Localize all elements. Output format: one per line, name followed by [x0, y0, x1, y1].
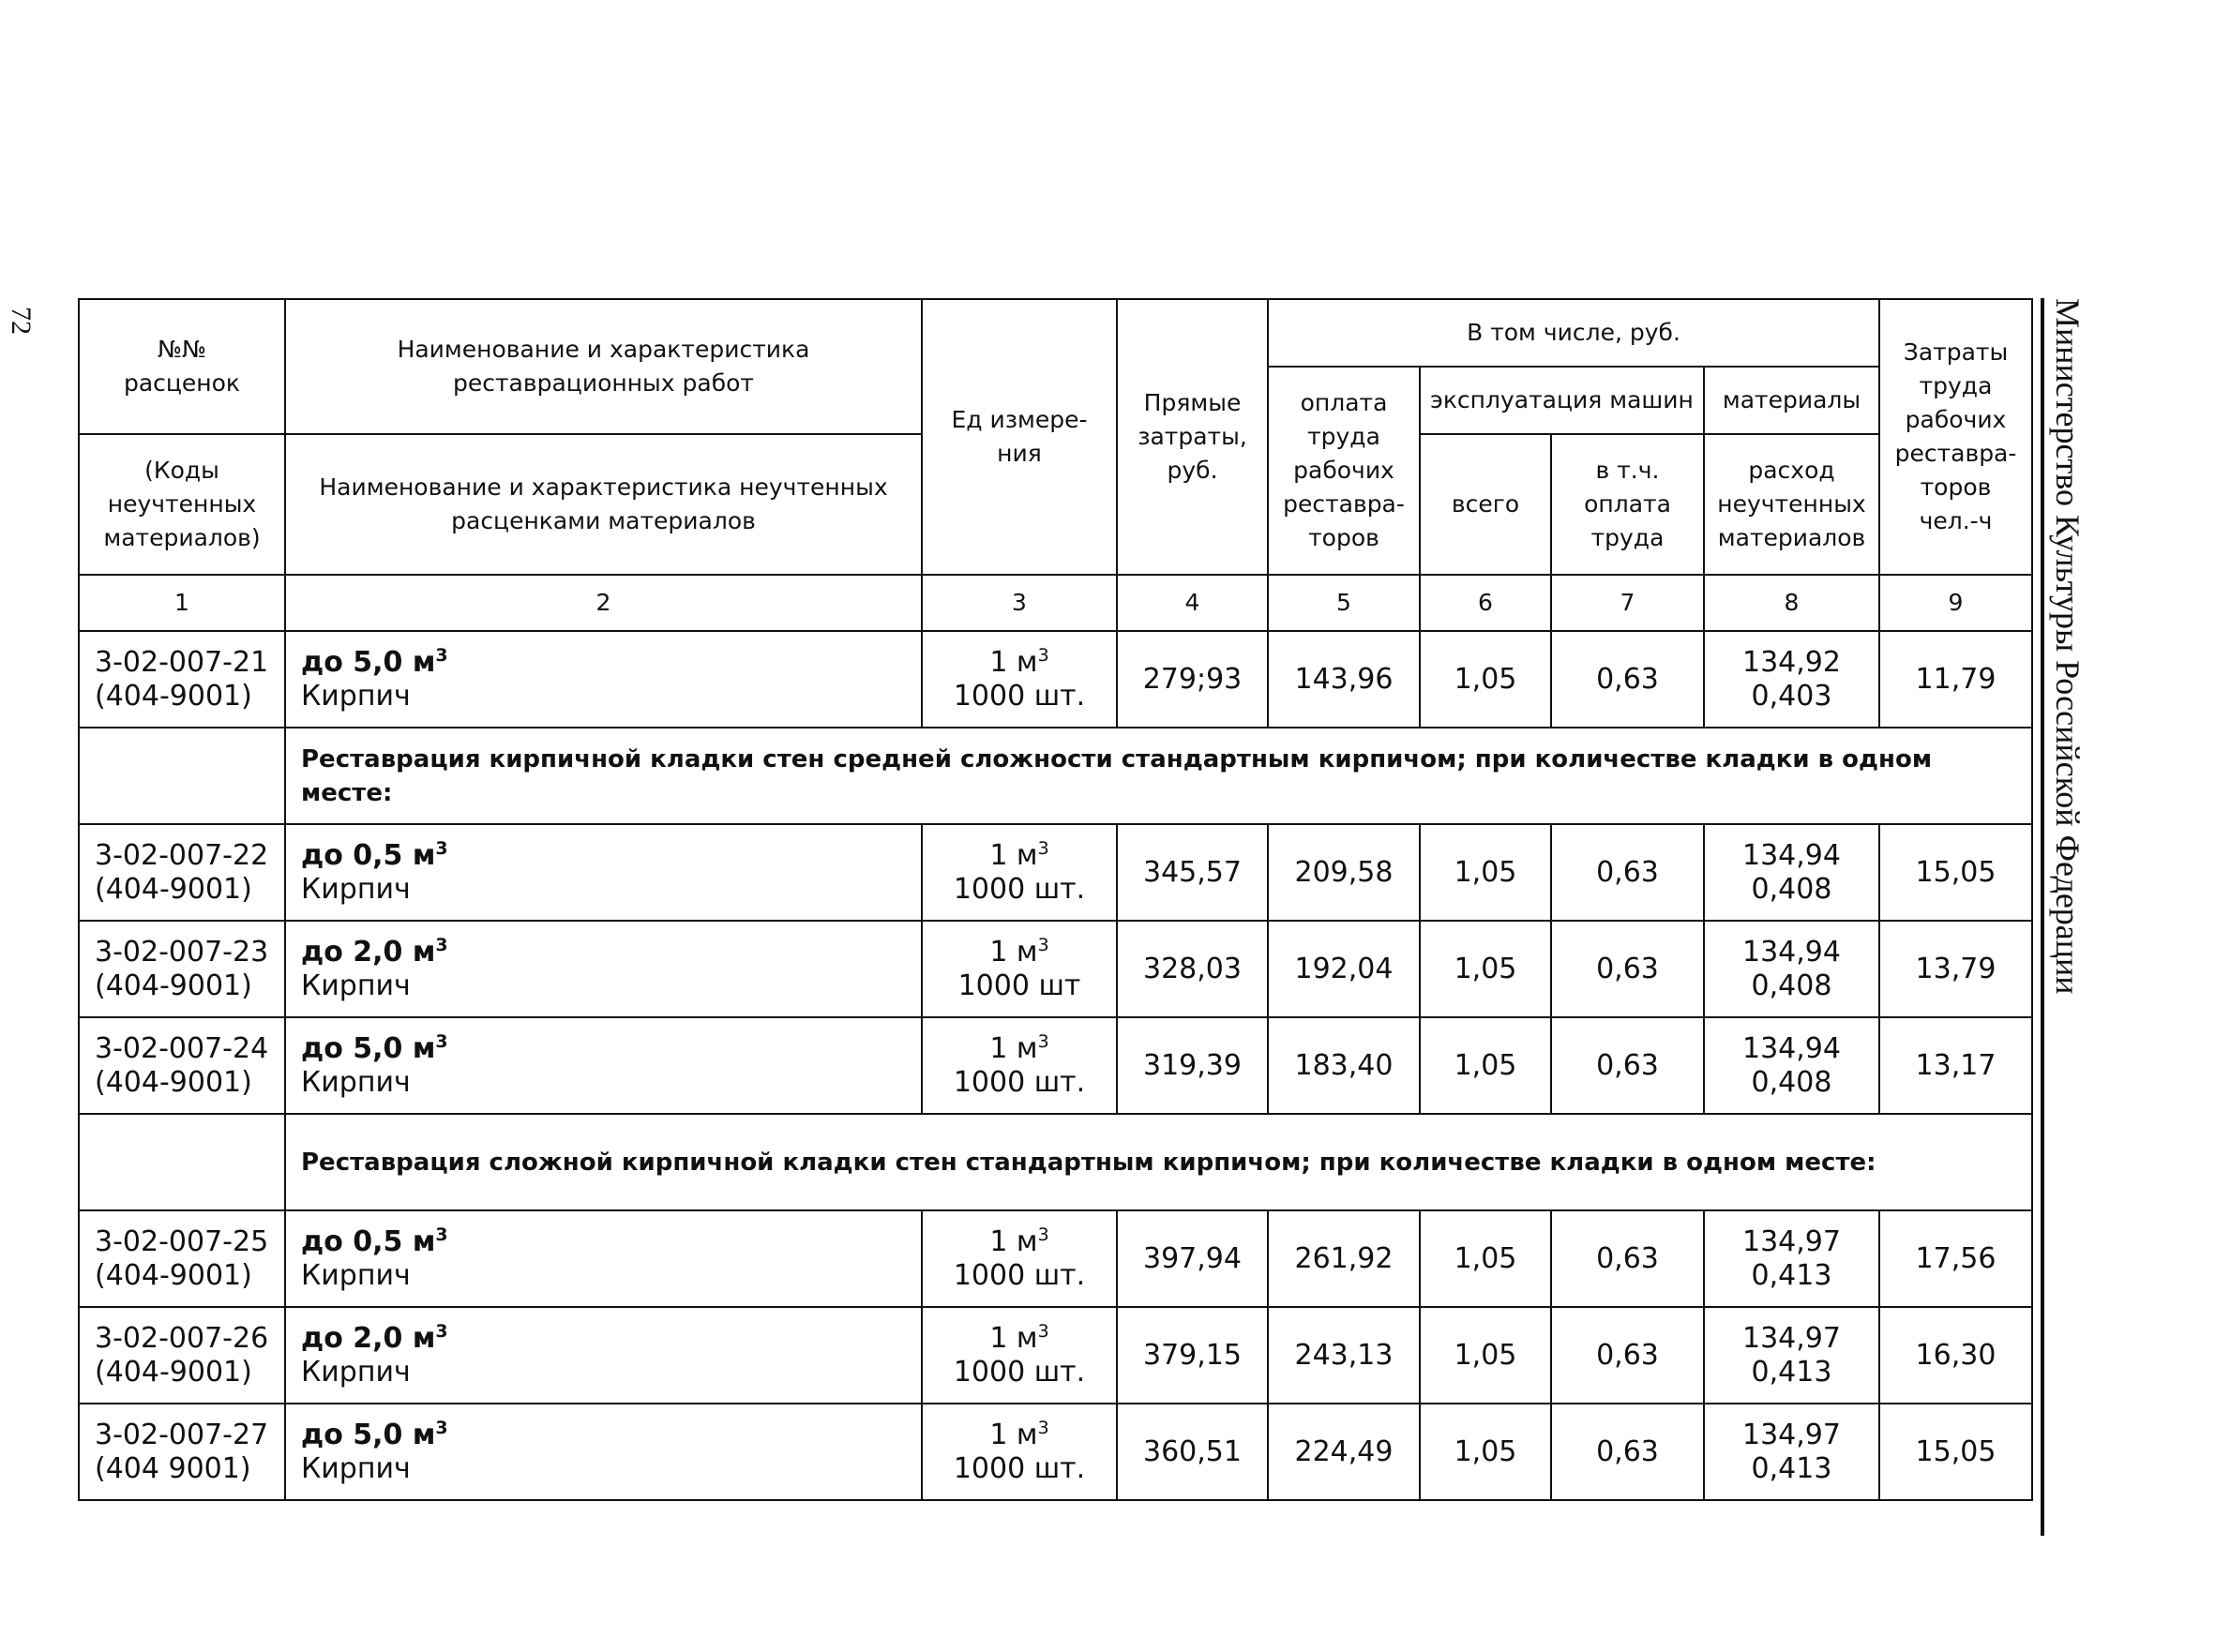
material-name: Кирпич: [301, 872, 411, 906]
material-code: (404-9001): [95, 1258, 252, 1292]
material-unit: 1000 шт.: [953, 872, 1086, 906]
section-title: Реставрация кирпичной кладки стен средней сложности стандартным кирпичом; при количестве кладки в одном месте:: [285, 728, 2032, 824]
superscript: 3: [435, 1417, 448, 1438]
rate-code: 3-02-007-23: [95, 935, 269, 969]
labor-pay: 209,58: [1268, 824, 1420, 921]
labor-pay: 183,40: [1268, 1017, 1420, 1114]
superscript: 3: [435, 1224, 448, 1245]
superscript: 3: [435, 837, 448, 859]
table-row: [79, 1210, 2032, 1307]
column-number: 1: [79, 575, 285, 631]
work-name-cell: [285, 631, 922, 728]
machines-total: 1,05: [1420, 1210, 1551, 1307]
rate-code: 3-02-007-26: [95, 1321, 269, 1355]
machines-labor: 0,63: [1551, 824, 1704, 921]
material-unit: 1000 шт.: [953, 1258, 1086, 1292]
column-number: 4: [1117, 575, 1268, 631]
header-labor-hours: Затраты труда рабочих реставра- торов чел.-ч: [1879, 299, 2032, 575]
superscript: 3: [1037, 837, 1049, 859]
material-consumption: 0,403: [1751, 679, 1832, 713]
material-consumption: 0,413: [1751, 1258, 1832, 1292]
work-name-cell: [285, 1307, 922, 1404]
material-code: (404-9001): [95, 1355, 252, 1389]
superscript: 3: [1037, 1320, 1049, 1342]
header-material-name: Наименование и характеристика неучтенных расценками материалов: [285, 434, 922, 575]
material-name: Кирпич: [301, 1451, 411, 1485]
labor-hours: 15,05: [1879, 824, 2032, 921]
rate-code-cell: [79, 824, 285, 921]
rate-code: 3-02-007-25: [95, 1224, 269, 1258]
work-name-cell: [285, 921, 922, 1017]
unit-cell: [922, 1404, 1117, 1500]
unit-cell: [922, 1210, 1117, 1307]
labor-hours: 17,56: [1879, 1210, 2032, 1307]
header-machines-labor: в т.ч. оплата труда: [1551, 434, 1704, 575]
unit-cell: [922, 824, 1117, 921]
work-name-cell: [285, 1017, 922, 1114]
header-material-codes: (Коды неучтенных материалов): [79, 434, 285, 575]
unit-cell: [922, 631, 1117, 728]
direct-costs: 279;93: [1117, 631, 1268, 728]
machines-labor: 0,63: [1551, 631, 1704, 728]
materials-cell: [1704, 1404, 1879, 1500]
work-name: до 2,0 $м^3$: [301, 1320, 448, 1355]
superscript: 3: [1037, 934, 1049, 955]
material-unit: 1000 шт.: [953, 679, 1086, 713]
header-materials: материалы: [1704, 367, 1879, 434]
machines-labor: 0,63: [1551, 1017, 1704, 1114]
table-row: [79, 1307, 2032, 1404]
material-name: Кирпич: [301, 679, 411, 713]
rate-code: 3-02-007-22: [95, 838, 269, 872]
material-name: Кирпич: [301, 1065, 411, 1099]
rate-code: 3-02-007-21: [95, 645, 269, 679]
rate-code-cell: [79, 1210, 285, 1307]
materials-cost: 134,97: [1742, 1418, 1841, 1451]
materials-cost: 134,94: [1742, 1031, 1841, 1065]
material-unit: 1000 шт.: [953, 1065, 1086, 1099]
section-header-row: [79, 1114, 2032, 1210]
work-name: до 2,0 $м^3$: [301, 934, 448, 969]
unit-measure: 1 $м^3$: [989, 1417, 1049, 1451]
machines-labor: 0,63: [1551, 1210, 1704, 1307]
unit-measure: 1 $м^3$: [989, 1320, 1049, 1355]
header-machines: эксплуатация машин: [1420, 367, 1704, 434]
machines-total: 1,05: [1420, 824, 1551, 921]
direct-costs: 379,15: [1117, 1307, 1268, 1404]
superscript: 3: [435, 934, 448, 955]
header-machines-total: всего: [1420, 434, 1551, 575]
superscript: 3: [1037, 1030, 1049, 1052]
work-name: до 0,5 $м^3$: [301, 1224, 448, 1258]
side-title-rule: [2041, 298, 2091, 1536]
direct-costs: 328,03: [1117, 921, 1268, 1017]
material-code: (404-9001): [95, 969, 252, 1002]
materials-cell: [1704, 1307, 1879, 1404]
material-code: (404 9001): [95, 1451, 251, 1485]
direct-costs: 319,39: [1117, 1017, 1268, 1114]
rate-code-cell: [79, 1307, 285, 1404]
material-unit: 1000 шт.: [953, 1451, 1086, 1485]
direct-costs: 360,51: [1117, 1404, 1268, 1500]
unit-measure: 1 $м^3$: [989, 837, 1049, 872]
header-work-name: Наименование и характеристика реставрационных работ: [285, 299, 922, 434]
material-consumption: 0,408: [1751, 872, 1832, 906]
column-number: 5: [1268, 575, 1420, 631]
table-row: [79, 1017, 2032, 1114]
materials-cell: [1704, 921, 1879, 1017]
column-number: 3: [922, 575, 1117, 631]
rate-code-cell: [79, 631, 285, 728]
table-row: [79, 921, 2032, 1017]
labor-hours: 16,30: [1879, 1307, 2032, 1404]
work-name: до 5,0 $м^3$: [301, 1030, 448, 1065]
material-code: (404-9001): [95, 1065, 252, 1099]
labor-pay: 243,13: [1268, 1307, 1420, 1404]
superscript: 3: [435, 1030, 448, 1052]
table-row: [79, 824, 2032, 921]
machines-labor: 0,63: [1551, 921, 1704, 1017]
labor-pay: 192,04: [1268, 921, 1420, 1017]
header-including: В том числе, руб.: [1268, 299, 1879, 367]
machines-labor: 0,63: [1551, 1307, 1704, 1404]
labor-hours: 13,17: [1879, 1017, 2032, 1114]
work-name-cell: [285, 1210, 922, 1307]
materials-cost: 134,94: [1742, 935, 1841, 969]
material-name: Кирпич: [301, 1258, 411, 1292]
work-name: до 5,0 $м^3$: [301, 644, 448, 679]
material-name: Кирпич: [301, 969, 411, 1002]
header-material-consumption: расход неучтенных материалов: [1704, 434, 1879, 575]
header-unit: Ед измере- ния: [922, 299, 1117, 575]
labor-pay: 224,49: [1268, 1404, 1420, 1500]
materials-cell: [1704, 1017, 1879, 1114]
section-title: Реставрация сложной кирпичной кладки стен стандартным кирпичом; при количестве кладки в одном месте:: [285, 1114, 2032, 1210]
rate-code: 3-02-007-27: [95, 1418, 269, 1451]
direct-costs: 345,57: [1117, 824, 1268, 921]
rate-code-cell: [79, 1404, 285, 1500]
section-spacer-cell: [79, 1114, 285, 1210]
materials-cell: [1704, 631, 1879, 728]
superscript: 3: [1037, 1224, 1049, 1245]
rate-code-cell: [79, 1017, 285, 1114]
column-number-row: [79, 575, 2032, 631]
unit-cell: [922, 1307, 1117, 1404]
rate-code-cell: [79, 921, 285, 1017]
work-name: до 5,0 $м^3$: [301, 1417, 448, 1451]
material-name: Кирпич: [301, 1355, 411, 1389]
unit-measure: 1 $м^3$: [989, 644, 1049, 679]
labor-hours: 15,05: [1879, 1404, 2032, 1500]
work-name: до 0,5 $м^3$: [301, 837, 448, 872]
labor-pay: 261,92: [1268, 1210, 1420, 1307]
work-name-cell: [285, 1404, 922, 1500]
rates-table: [78, 298, 2033, 1501]
unit-measure: 1 $м^3$: [989, 934, 1049, 969]
materials-cost: 134,94: [1742, 838, 1841, 872]
table-row: [79, 1404, 2032, 1500]
header-direct-costs: Прямые затраты, руб.: [1117, 299, 1268, 575]
machines-labor: 0,63: [1551, 1404, 1704, 1500]
machines-total: 1,05: [1420, 1307, 1551, 1404]
material-code: (404-9001): [95, 872, 252, 906]
direct-costs: 397,94: [1117, 1210, 1268, 1307]
rate-code: 3-02-007-24: [95, 1031, 269, 1065]
unit-cell: [922, 1017, 1117, 1114]
column-number: 2: [285, 575, 922, 631]
header-labor-pay: оплата труда рабочих реставра- торов: [1268, 367, 1420, 575]
machines-total: 1,05: [1420, 921, 1551, 1017]
unit-measure: 1 $м^3$: [989, 1224, 1049, 1258]
machines-total: 1,05: [1420, 631, 1551, 728]
materials-cost: 134,97: [1742, 1224, 1841, 1258]
material-unit: 1000 шт.: [953, 1355, 1086, 1389]
materials-cell: [1704, 824, 1879, 921]
labor-pay: 143,96: [1268, 631, 1420, 728]
unit-measure: 1 $м^3$: [989, 1030, 1049, 1065]
labor-hours: 13,79: [1879, 921, 2032, 1017]
unit-cell: [922, 921, 1117, 1017]
superscript: 3: [1037, 1417, 1049, 1438]
header-rate-number: №№ расценок: [79, 299, 285, 434]
side-title: Министерство Культуры Российской Федерации: [2049, 298, 2087, 995]
column-number: 9: [1879, 575, 2032, 631]
labor-hours: 11,79: [1879, 631, 2032, 728]
page-number: 72: [6, 307, 37, 335]
material-consumption: 0,413: [1751, 1451, 1832, 1485]
superscript: 3: [1037, 644, 1049, 666]
machines-total: 1,05: [1420, 1017, 1551, 1114]
machines-total: 1,05: [1420, 1404, 1551, 1500]
materials-cell: [1704, 1210, 1879, 1307]
section-header-row: [79, 728, 2032, 824]
superscript: 3: [435, 644, 448, 666]
work-name-cell: [285, 824, 922, 921]
material-consumption: 0,413: [1751, 1355, 1832, 1389]
material-consumption: 0,408: [1751, 969, 1832, 1002]
column-number: 8: [1704, 575, 1879, 631]
material-unit: 1000 шт: [957, 969, 1081, 1002]
column-number: 6: [1420, 575, 1551, 631]
superscript: 3: [435, 1320, 448, 1342]
materials-cost: 134,97: [1742, 1321, 1841, 1355]
material-code: (404-9001): [95, 679, 252, 713]
materials-cost: 134,92: [1742, 645, 1841, 679]
column-number: 7: [1551, 575, 1704, 631]
table-row: [79, 631, 2032, 728]
material-consumption: 0,408: [1751, 1065, 1832, 1099]
section-spacer-cell: [79, 728, 285, 824]
